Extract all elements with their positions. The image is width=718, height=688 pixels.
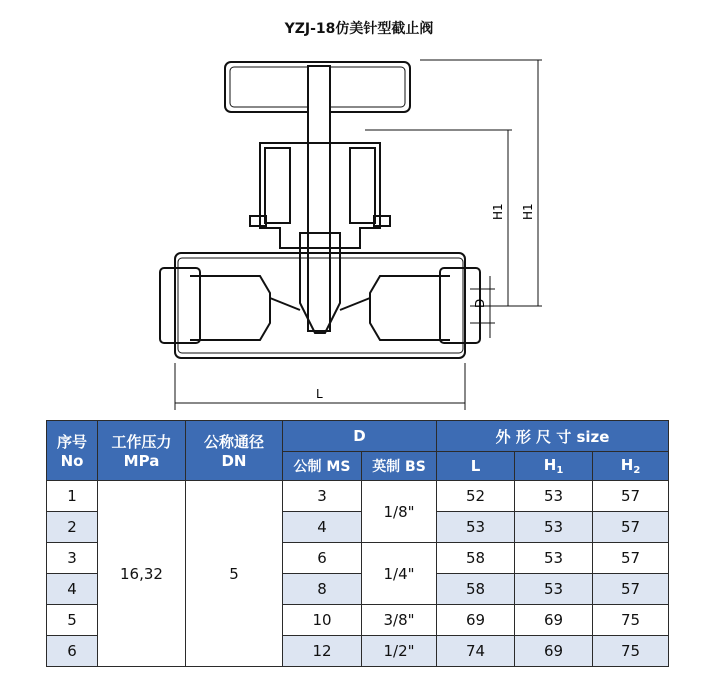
valve-stem [308,66,330,331]
cell-ms: 10 [283,605,362,636]
cell-bs: 1/2" [362,636,437,667]
cell-h1: 53 [515,512,593,543]
header-size: 外 形 尺 寸 size [437,421,669,452]
cell-dn: 5 [186,481,283,667]
cell-l: 58 [437,574,515,605]
cell-ms: 4 [283,512,362,543]
cell-pressure: 16,32 [98,481,186,667]
valve-drawing [150,48,560,418]
cell-h1: 53 [515,574,593,605]
cell-h1: 53 [515,543,593,574]
cell-bs: 1/4" [362,543,437,605]
cell-no: 1 [47,481,98,512]
cell-h2: 75 [593,605,669,636]
cell-l: 53 [437,512,515,543]
cell-bs: 1/8" [362,481,437,543]
cell-no: 5 [47,605,98,636]
dimension-h1-label: H1 [491,203,505,220]
cell-h1: 69 [515,605,593,636]
header-ms: 公制 MS [283,452,362,481]
cell-no: 4 [47,574,98,605]
header-pressure: 工作压力 MPa [98,421,186,481]
cell-no: 3 [47,543,98,574]
header-h1: $H_1$ [515,452,593,481]
header-d: D [283,421,437,452]
cell-l: 58 [437,543,515,574]
header-dn: 公称通径 DN [186,421,283,481]
cell-h1: 69 [515,636,593,667]
cell-ms: 3 [283,481,362,512]
dimension-d-label: D [473,298,487,308]
cell-l: 52 [437,481,515,512]
cell-no: 6 [47,636,98,667]
cell-ms: 12 [283,636,362,667]
cell-bs: 3/8" [362,605,437,636]
cell-no: 2 [47,512,98,543]
dimension-l-label: L [316,387,323,401]
cell-h2: 57 [593,574,669,605]
cell-h2: 57 [593,512,669,543]
cell-l: 74 [437,636,515,667]
cell-h2: 75 [593,636,669,667]
cell-ms: 8 [283,574,362,605]
header-h2: $H_2$ [593,452,669,481]
cell-h1: 53 [515,481,593,512]
spec-table [46,420,669,667]
table-row [47,481,669,512]
cell-h2: 57 [593,481,669,512]
cell-ms: 6 [283,543,362,574]
dimension-h2-label: H1 [521,203,535,220]
cell-l: 69 [437,605,515,636]
header-no: 序号 No [47,421,98,481]
cell-h2: 57 [593,543,669,574]
header-l: L [437,452,515,481]
page-title: YZJ-18仿美针型截止阀 [284,21,434,37]
header-bs: 英制 BS [362,452,437,481]
